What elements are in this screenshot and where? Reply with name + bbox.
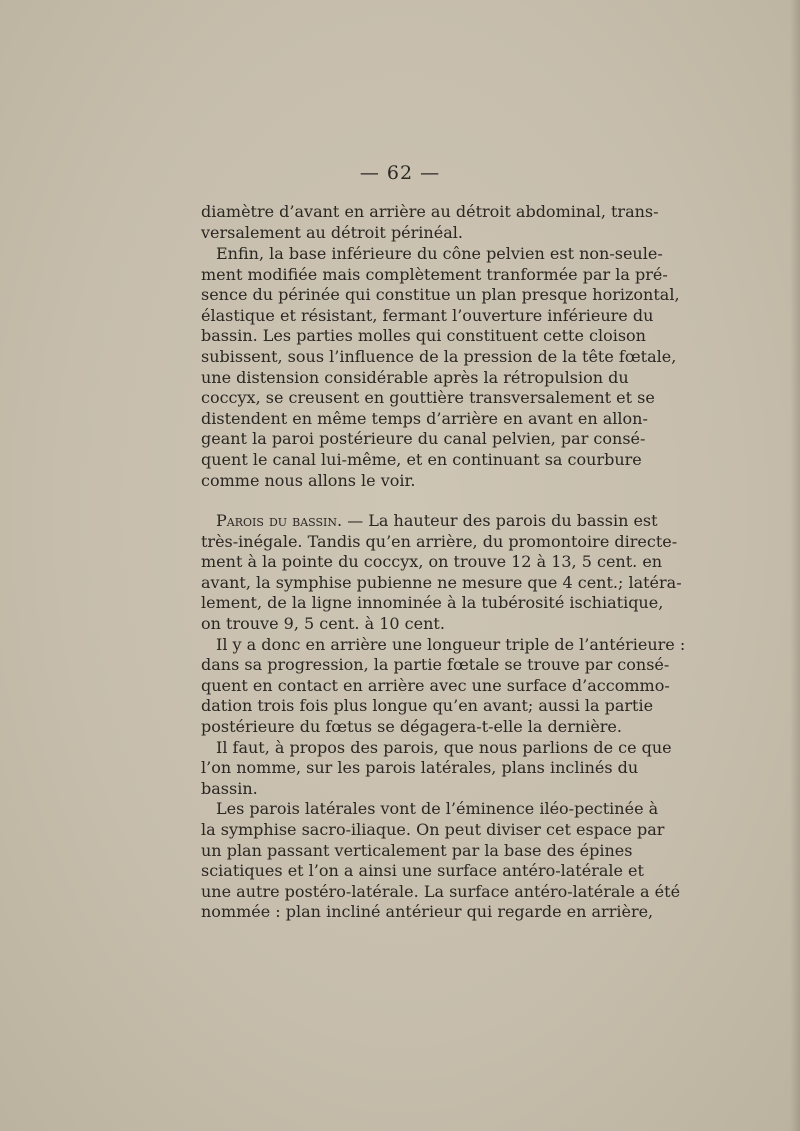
section-lines <box>201 531 686 923</box>
text-line: Enfin, la base inférieure du cône pelvien est non-seule- <box>216 244 663 263</box>
paragraph-continuation <box>201 202 659 243</box>
text-line: sciatiques et l’on a ainsi une surface antéro-latérale et <box>201 861 644 881</box>
text-line: une distension considérable après la rétropulsion du <box>201 367 629 387</box>
text-line: ment modifiée mais complètement tranformée par la pré- <box>201 264 668 284</box>
section-parois-du-bassin <box>201 511 686 923</box>
text-line: Il y a donc en arrière une longueur triple de l’antérieure : <box>216 634 686 654</box>
text-line: Les parois latérales vont de l’éminence iléo-pectinée à <box>216 799 659 819</box>
text-line: comme nous allons le voir. <box>201 470 416 490</box>
text-line: très-inégale. Tandis qu’en arrière, du promontoire directe- <box>201 531 678 551</box>
text-line: nommée : plan incliné antérieur qui regarde en arrière, <box>201 902 654 922</box>
text-line: avant, la symphise pubienne ne mesure que 4 cent.; latéra- <box>201 572 682 592</box>
text-line: bassin. Les parties molles qui constituent cette cloison <box>201 326 646 346</box>
text-line: diamètre d’avant en arrière au détroit abdominal, trans- <box>201 202 659 221</box>
text-line: postérieure du fœtus se dégagera-t-elle la dernière. <box>201 716 622 736</box>
text-line: geant la paroi postérieure du canal pelvien, par consé- <box>201 429 646 449</box>
text-line: un plan passant verticalement par la base des épines <box>201 840 633 860</box>
text-line: Il faut, à propos des parois, que nous parlions de ce que <box>216 737 672 757</box>
section-heading-rest: — La hauteur des parois du bassin est <box>342 511 658 530</box>
text-line: bassin. <box>201 778 258 798</box>
text-line: lement, de la ligne innominée à la tubérosité ischiatique, <box>201 593 664 613</box>
text-line: dation trois fois plus longue qu’en avant; aussi la partie <box>201 696 654 716</box>
text-line: élastique et résistant, fermant l’ouverture inférieure du <box>201 305 654 325</box>
text-line: l’on nomme, sur les parois latérales, plans inclinés du <box>201 758 639 778</box>
text-line: une autre postéro-latérale. La surface antéro-latérale a été <box>201 881 681 901</box>
text-line: subissent, sous l’influence de la pression de la tête fœtale, <box>201 346 677 366</box>
text-line: coccyx, se creusent en gouttière transversalement et se <box>201 388 655 408</box>
paragraph-perinee <box>201 244 680 491</box>
section-heading: Parois du bassin. <box>216 511 343 530</box>
text-line: dans sa progression, la partie fœtale se trouve par consé- <box>201 655 670 675</box>
text-line: la symphise sacro-iliaque. On peut diviser cet espace par <box>201 819 665 839</box>
text-line: ment à la pointe du coccyx, on trouve 12 à 13, 5 cent. en <box>201 552 663 572</box>
text-line: distendent en même temps d’arrière en avant en allon- <box>201 408 648 428</box>
text-line: sence du périnée qui constitue un plan presque horizontal, <box>201 285 680 305</box>
text-line: quent le canal lui-même, et en continuant sa courbure <box>201 449 642 469</box>
section-heading-line <box>201 511 658 532</box>
text-line: versalement au détroit périnéal. <box>201 222 463 242</box>
page-number: — 62 — <box>359 162 441 184</box>
text-line: quent en contact en arrière avec une surface d’accommo- <box>201 675 670 695</box>
text-line: on trouve 9, 5 cent. à 10 cent. <box>201 613 445 633</box>
